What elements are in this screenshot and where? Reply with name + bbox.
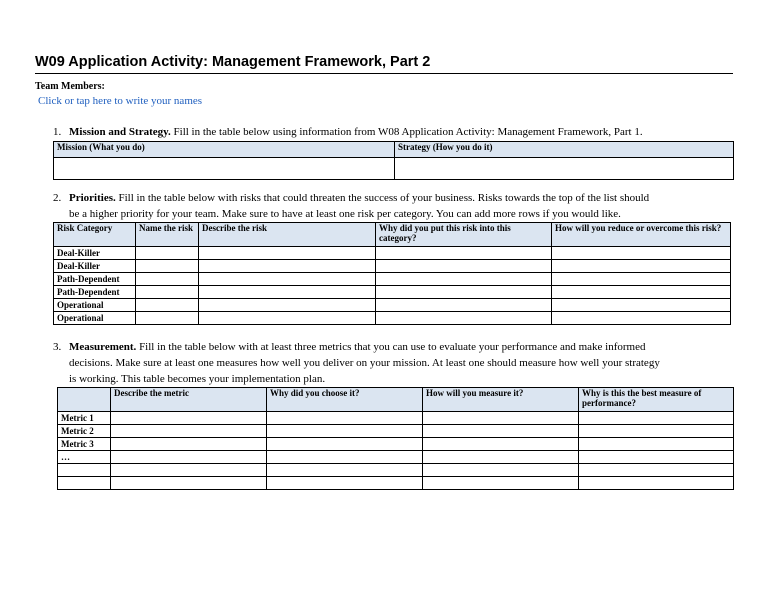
risk-reason-cell[interactable] [376, 286, 552, 299]
metric-label: Metric 1 [58, 412, 111, 425]
metric-justification-cell[interactable] [579, 451, 734, 464]
column-header: Strategy (How you do it) [395, 142, 734, 158]
metric-description-cell[interactable] [111, 412, 267, 425]
risk-description-cell[interactable] [199, 299, 376, 312]
table-row [54, 260, 731, 273]
section-title: Priorities. [69, 192, 116, 204]
risk-reason-cell[interactable] [376, 247, 552, 260]
metric-justification-cell[interactable] [579, 412, 734, 425]
metric-label: Metric 2 [58, 425, 111, 438]
risk-name-cell[interactable] [136, 286, 199, 299]
risk-description-cell[interactable] [199, 312, 376, 325]
metric-method-cell[interactable] [423, 451, 579, 464]
table-row [54, 286, 731, 299]
risk-name-cell[interactable] [136, 312, 199, 325]
column-header: Why did you put this risk into this category? [376, 223, 552, 247]
metric-justification-cell[interactable] [579, 477, 734, 490]
team-members-label: Team Members: [35, 81, 105, 92]
section-title: Measurement. [69, 341, 137, 353]
metric-label[interactable] [58, 464, 111, 477]
table-row [54, 299, 731, 312]
metric-label: … [58, 451, 111, 464]
risk-name-cell[interactable] [136, 273, 199, 286]
metric-reason-cell[interactable] [267, 412, 423, 425]
risk-description-cell[interactable] [199, 273, 376, 286]
section-line: be a higher priority for your team. Make sure to have at least one risk per category. You can add more rows if you would like. [69, 208, 621, 220]
mission-cell[interactable] [54, 158, 395, 180]
metric-label[interactable] [58, 477, 111, 490]
metric-reason-cell[interactable] [267, 451, 423, 464]
table-row [54, 158, 734, 180]
page-title: W09 Application Activity: Management Framework, Part 2 [35, 54, 733, 74]
section-text [69, 339, 646, 355]
section-line: Fill in the table below with at least three metrics that you can use to evaluate your performance and make informed [136, 341, 646, 353]
section-number: 3. [53, 341, 62, 353]
metric-reason-cell[interactable] [267, 477, 423, 490]
table-row [58, 425, 734, 438]
risk-name-cell[interactable] [136, 299, 199, 312]
table-row [58, 412, 734, 425]
column-header: Why is this the best measure of performance? [579, 388, 734, 412]
risk-description-cell[interactable] [199, 286, 376, 299]
section-2-heading [53, 190, 743, 222]
column-header: Describe the risk [199, 223, 376, 247]
metric-description-cell[interactable] [111, 425, 267, 438]
metric-description-cell[interactable] [111, 438, 267, 451]
mission-strategy-table [53, 141, 734, 180]
risk-category: Path-Dependent [54, 286, 136, 299]
metric-justification-cell[interactable] [579, 438, 734, 451]
risk-name-cell[interactable] [136, 247, 199, 260]
strategy-cell[interactable] [395, 158, 734, 180]
section-line: is working. This table becomes your implementation plan. [69, 373, 326, 385]
table-row [54, 247, 731, 260]
table-row [58, 451, 734, 464]
column-header: How will you measure it? [423, 388, 579, 412]
table-row [58, 477, 734, 490]
risk-reason-cell[interactable] [376, 273, 552, 286]
column-header: Name the risk [136, 223, 199, 247]
table-row [54, 273, 731, 286]
section-3-heading [53, 339, 753, 387]
column-header: How will you reduce or overcome this risk? [552, 223, 731, 247]
section-line: Fill in the table below using information from W08 Application Activity: Management Framework, Part 1. [170, 126, 643, 138]
section-line: decisions. Make sure at least one measures how well you deliver on your mission. At least one should measure how well your strategy [69, 357, 660, 369]
table-row [54, 312, 731, 325]
metric-method-cell[interactable] [423, 438, 579, 451]
column-header [58, 388, 111, 412]
column-header: Risk Category [54, 223, 136, 247]
team-names-field[interactable]: Click or tap here to write your names [38, 95, 203, 107]
column-header: Describe the metric [111, 388, 267, 412]
risk-name-cell[interactable] [136, 260, 199, 273]
metric-method-cell[interactable] [423, 464, 579, 477]
metric-description-cell[interactable] [111, 477, 267, 490]
risk-category: Path-Dependent [54, 273, 136, 286]
metric-label: Metric 3 [58, 438, 111, 451]
risk-category: Deal-Killer [54, 247, 136, 260]
section-text [69, 124, 643, 140]
risk-category: Operational [54, 312, 136, 325]
risk-mitigation-cell[interactable] [552, 312, 731, 325]
risk-mitigation-cell[interactable] [552, 273, 731, 286]
metric-method-cell[interactable] [423, 425, 579, 438]
section-line: Fill in the table below with risks that could threaten the success of your business. Risks towards the top of the list should [115, 192, 650, 204]
metric-justification-cell[interactable] [579, 464, 734, 477]
risk-reason-cell[interactable] [376, 299, 552, 312]
measurement-table [57, 387, 734, 490]
risk-mitigation-cell[interactable] [552, 299, 731, 312]
metric-justification-cell[interactable] [579, 425, 734, 438]
section-number: 1. [53, 126, 62, 138]
metric-reason-cell[interactable] [267, 464, 423, 477]
section-number: 2. [53, 192, 62, 204]
section-title: Mission and Strategy. [69, 126, 171, 138]
column-header: Why did you choose it? [267, 388, 423, 412]
risk-mitigation-cell[interactable] [552, 286, 731, 299]
risk-description-cell[interactable] [199, 247, 376, 260]
metric-reason-cell[interactable] [267, 425, 423, 438]
metric-method-cell[interactable] [423, 412, 579, 425]
metric-description-cell[interactable] [111, 464, 267, 477]
risk-mitigation-cell[interactable] [552, 260, 731, 273]
table-row [58, 464, 734, 477]
risk-description-cell[interactable] [199, 260, 376, 273]
risk-category: Deal-Killer [54, 260, 136, 273]
risk-mitigation-cell[interactable] [552, 247, 731, 260]
risk-reason-cell[interactable] [376, 260, 552, 273]
table-row [58, 438, 734, 451]
risk-category: Operational [54, 299, 136, 312]
priorities-table [53, 222, 731, 325]
metric-reason-cell[interactable] [267, 438, 423, 451]
metric-description-cell[interactable] [111, 451, 267, 464]
metric-method-cell[interactable] [423, 477, 579, 490]
risk-reason-cell[interactable] [376, 312, 552, 325]
section-text [69, 190, 649, 206]
column-header: Mission (What you do) [54, 142, 395, 158]
